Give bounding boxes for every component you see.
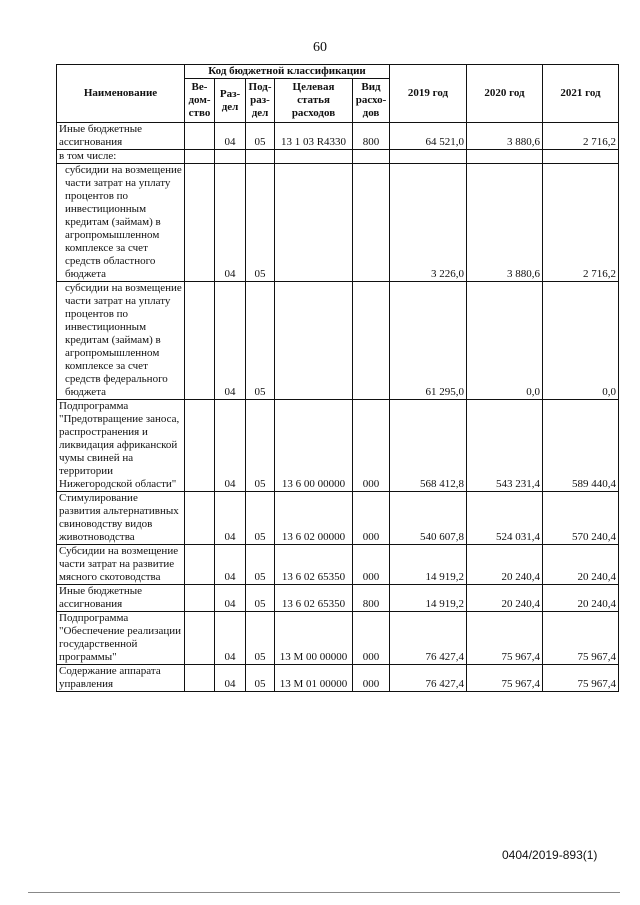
row-value-2019: 540 607,8 (390, 492, 467, 545)
table-row (57, 150, 619, 164)
row-name: Подпрограмма "Обеспечение реализации государственной программы" (57, 612, 185, 665)
row-target-article: 13 6 02 00000 (275, 492, 353, 545)
row-expense-type (353, 282, 390, 400)
row-value-2020: 20 240,4 (467, 585, 543, 612)
row-name: Содержание аппарата управления (57, 665, 185, 692)
row-value-2020 (467, 150, 543, 164)
row-value-2020: 3 880,6 (467, 123, 543, 150)
header-year-2020: 2020 год (467, 65, 543, 123)
row-name: Иные бюджетные ассигнования (57, 123, 185, 150)
table-row (57, 123, 619, 150)
row-value-2019: 76 427,4 (390, 665, 467, 692)
row-podrazdel: 05 (246, 123, 275, 150)
row-vedomstvo (185, 585, 215, 612)
row-razdel: 04 (215, 164, 246, 282)
row-podrazdel: 05 (246, 665, 275, 692)
row-name: Субсидии на возмещение части затрат на развитие мясного скотоводства (57, 545, 185, 585)
row-razdel: 04 (215, 545, 246, 585)
row-podrazdel: 05 (246, 492, 275, 545)
row-value-2019: 14 919,2 (390, 585, 467, 612)
row-target-article: 13 1 03 R4330 (275, 123, 353, 150)
header-name: Наименование (57, 65, 185, 123)
row-razdel: 04 (215, 492, 246, 545)
row-value-2021: 570 240,4 (543, 492, 619, 545)
row-name: Подпрограмма "Предотвращение заноса, распространения и ликвидация африканской чумы свиней на территории Нижегородской области" (57, 400, 185, 492)
row-podrazdel: 05 (246, 585, 275, 612)
header-expense-type: Вид расхо-дов (353, 79, 390, 123)
budget-table (56, 64, 619, 692)
row-target-article (275, 164, 353, 282)
document-code: 0404/2019-893(1) (502, 848, 598, 862)
row-name: субсидии на возмещение части затрат на уплату процентов по инвестиционным кредитам (займам) в агропромышленном комплексе за счет средств федерального бюджета (57, 282, 185, 400)
row-razdel: 04 (215, 665, 246, 692)
bottom-rule (28, 892, 620, 893)
row-razdel: 04 (215, 282, 246, 400)
row-expense-type: 800 (353, 585, 390, 612)
row-podrazdel: 05 (246, 545, 275, 585)
table-row (57, 665, 619, 692)
header-podrazdel: Под-раз-дел (246, 79, 275, 123)
row-value-2021: 2 716,2 (543, 164, 619, 282)
header-razdel: Раз-дел (215, 79, 246, 123)
header-classification-code: Код бюджетной классификации (185, 65, 390, 79)
row-value-2019: 3 226,0 (390, 164, 467, 282)
row-name: субсидии на возмещение части затрат на уплату процентов по инвестиционным кредитам (займам) в агропромышленном комплексе за счет средств областного бюджета (57, 164, 185, 282)
row-podrazdel: 05 (246, 282, 275, 400)
row-target-article: 13 6 00 00000 (275, 400, 353, 492)
row-value-2019 (390, 150, 467, 164)
row-expense-type: 000 (353, 545, 390, 585)
header-year-2019: 2019 год (390, 65, 467, 123)
row-vedomstvo (185, 665, 215, 692)
row-vedomstvo (185, 612, 215, 665)
table-row (57, 545, 619, 585)
row-podrazdel: 05 (246, 400, 275, 492)
table-row (57, 585, 619, 612)
table-row (57, 282, 619, 400)
row-razdel: 04 (215, 123, 246, 150)
row-value-2019: 568 412,8 (390, 400, 467, 492)
row-target-article: 13 6 02 65350 (275, 585, 353, 612)
row-value-2019: 76 427,4 (390, 612, 467, 665)
row-value-2019: 61 295,0 (390, 282, 467, 400)
row-value-2020: 75 967,4 (467, 665, 543, 692)
row-target-article: 13 М 01 00000 (275, 665, 353, 692)
row-target-article: 13 М 00 00000 (275, 612, 353, 665)
row-target-article (275, 282, 353, 400)
row-vedomstvo (185, 123, 215, 150)
row-expense-type (353, 164, 390, 282)
row-razdel (215, 150, 246, 164)
row-vedomstvo (185, 545, 215, 585)
row-razdel: 04 (215, 400, 246, 492)
row-razdel: 04 (215, 585, 246, 612)
row-value-2021: 589 440,4 (543, 400, 619, 492)
row-value-2020: 543 231,4 (467, 400, 543, 492)
row-expense-type: 800 (353, 123, 390, 150)
header-target-article: Целевая статья расходов (275, 79, 353, 123)
row-expense-type (353, 150, 390, 164)
table-row (57, 492, 619, 545)
row-expense-type: 000 (353, 400, 390, 492)
row-target-article: 13 6 02 65350 (275, 545, 353, 585)
row-value-2020: 75 967,4 (467, 612, 543, 665)
row-value-2021: 75 967,4 (543, 665, 619, 692)
row-value-2021: 2 716,2 (543, 123, 619, 150)
page-number: 60 (313, 40, 327, 55)
row-value-2020: 3 880,6 (467, 164, 543, 282)
header-vedomstvo: Ве-дом-ство (185, 79, 215, 123)
row-expense-type: 000 (353, 492, 390, 545)
row-value-2020: 20 240,4 (467, 545, 543, 585)
row-name: Стимулирование развития альтернативных свиноводству видов животноводства (57, 492, 185, 545)
row-razdel: 04 (215, 612, 246, 665)
row-value-2021 (543, 150, 619, 164)
row-podrazdel: 05 (246, 164, 275, 282)
row-target-article (275, 150, 353, 164)
row-vedomstvo (185, 164, 215, 282)
row-value-2019: 14 919,2 (390, 545, 467, 585)
row-vedomstvo (185, 150, 215, 164)
table-row (57, 164, 619, 282)
row-podrazdel: 05 (246, 612, 275, 665)
table-row (57, 612, 619, 665)
row-expense-type: 000 (353, 612, 390, 665)
row-expense-type: 000 (353, 665, 390, 692)
row-vedomstvo (185, 400, 215, 492)
row-value-2021: 20 240,4 (543, 585, 619, 612)
header-year-2021: 2021 год (543, 65, 619, 123)
row-value-2021: 20 240,4 (543, 545, 619, 585)
row-value-2021: 0,0 (543, 282, 619, 400)
table-row (57, 400, 619, 492)
row-vedomstvo (185, 282, 215, 400)
row-value-2020: 0,0 (467, 282, 543, 400)
row-name: Иные бюджетные ассигнования (57, 585, 185, 612)
row-vedomstvo (185, 492, 215, 545)
row-podrazdel (246, 150, 275, 164)
row-value-2021: 75 967,4 (543, 612, 619, 665)
row-value-2020: 524 031,4 (467, 492, 543, 545)
row-name: в том числе: (57, 150, 185, 164)
row-value-2019: 64 521,0 (390, 123, 467, 150)
